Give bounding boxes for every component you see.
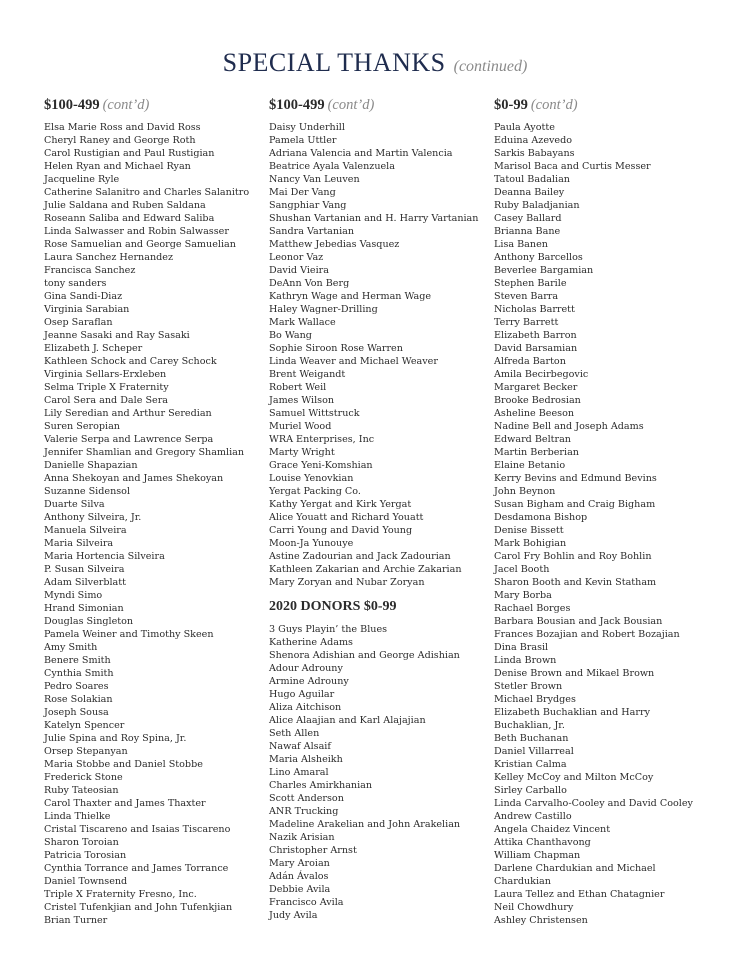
- donor-name: Elsa Marie Ross and David Ross: [44, 122, 201, 133]
- donor-name: Selma Triple X Fraternity: [44, 382, 169, 393]
- column-2: [269, 97, 494, 922]
- donor-name: Kathy Yergat and Kirk Yergat: [269, 499, 412, 510]
- donor-name: Adriana Valencia and Martin Valencia: [269, 148, 453, 159]
- donor-name: 3 Guys Playin’ the Blues: [269, 624, 388, 635]
- donor-name: Sangphiar Vang: [269, 200, 347, 211]
- donor-name: Francisco Avila: [269, 897, 344, 908]
- donor-name: Adam Silverblatt: [44, 577, 126, 588]
- donor-name: Elizabeth Barron: [494, 330, 577, 341]
- donor-list: [269, 623, 494, 922]
- donor-name: Linda Carvalho-Cooley and David Cooley: [494, 798, 693, 809]
- donor-name: Debbie Avila: [269, 884, 331, 895]
- donor-name: Denise Brown and Mikael Brown: [494, 668, 655, 679]
- donor-name: Sirley Carballo: [494, 785, 567, 796]
- section-heading: [269, 97, 494, 115]
- donor-name: Roseann Saliba and Edward Saliba: [44, 213, 215, 224]
- donor-name: Brian Turner: [44, 915, 108, 926]
- donor-name: Margaret Becker: [494, 382, 578, 393]
- donor-name: Lino Amaral: [269, 767, 329, 778]
- donor-name: Cheryl Raney and George Roth: [44, 135, 196, 146]
- donor-name: Sophie Siroon Rose Warren: [269, 343, 403, 354]
- donor-name: Leonor Vaz: [269, 252, 324, 263]
- donor-name: Edward Beltran: [494, 434, 571, 445]
- heading-note: (cont’d): [327, 97, 375, 113]
- donor-name: David Vieira: [269, 265, 329, 276]
- donor-name: Darlene Chardukian and Michael: [494, 863, 656, 874]
- donor-name: Anthony Silveira, Jr.: [44, 512, 142, 523]
- donor-name: Laura Sanchez Hernandez: [44, 252, 174, 263]
- donor-name: Cristal Tiscareno and Isaias Tiscareno: [44, 824, 231, 835]
- donor-name: Marty Wright: [269, 447, 335, 458]
- page-title: [0, 48, 750, 78]
- donor-name: Katelyn Spencer: [44, 720, 125, 731]
- donor-name: Shushan Vartanian and H. Harry Vartanian: [269, 213, 479, 224]
- column-1: [44, 97, 264, 927]
- donor-name: Seth Allen: [269, 728, 320, 739]
- donor-name: Chardukian: [494, 876, 551, 887]
- donor-name: Adour Adrouny: [269, 663, 343, 674]
- donor-name: Virginia Sarabian: [44, 304, 130, 315]
- donor-name: Catherine Salanitro and Charles Salanitro: [44, 187, 250, 198]
- donor-name: Anna Shekoyan and James Shekoyan: [44, 473, 224, 484]
- donor-name: Cynthia Smith: [44, 668, 114, 679]
- donor-name: Carri Young and David Young: [269, 525, 413, 536]
- donor-name: Frederick Stone: [44, 772, 123, 783]
- donor-name: Katherine Adams: [269, 637, 353, 648]
- donor-name: Duarte Silva: [44, 499, 105, 510]
- donor-name: P. Susan Silveira: [44, 564, 125, 575]
- donor-name: Barbara Bousian and Jack Bousian: [494, 616, 663, 627]
- donor-name: Sharon Toroian: [44, 837, 119, 848]
- donor-name: Nancy Van Leuven: [269, 174, 360, 185]
- donor-name: Triple X Fraternity Fresno, Inc.: [44, 889, 197, 900]
- donor-name: Sarkis Babayans: [494, 148, 575, 159]
- donor-name: Robert Weil: [269, 382, 327, 393]
- donor-name: Martin Berberian: [494, 447, 579, 458]
- donor-name: Virginia Sellars-Erxleben: [44, 369, 167, 380]
- donor-name: Mary Zoryan and Nubar Zoryan: [269, 577, 425, 588]
- donor-name: Myndi Simo: [44, 590, 103, 601]
- donor-name: Daniel Villarreal: [494, 746, 574, 757]
- donor-name: Desdamona Bishop: [494, 512, 588, 523]
- donor-name: Pedro Soares: [44, 681, 109, 692]
- donor-name: Jacel Booth: [494, 564, 550, 575]
- donor-name: Haley Wagner-Drilling: [269, 304, 378, 315]
- donor-name: Kathleen Zakarian and Archie Zakarian: [269, 564, 462, 575]
- donor-name: Alfreda Barton: [494, 356, 566, 367]
- donor-name: Helen Ryan and Michael Ryan: [44, 161, 191, 172]
- donor-name: Neil Chowdhury: [494, 902, 574, 913]
- donor-name: Alice Alaajian and Karl Alajajian: [269, 715, 426, 726]
- donor-name: Elizabeth Buchaklian and Harry: [494, 707, 650, 718]
- donor-name: Alice Youatt and Richard Youatt: [269, 512, 424, 523]
- donor-name: Brent Weigandt: [269, 369, 346, 380]
- donor-name: Elaine Betanio: [494, 460, 566, 471]
- donor-name: Jennifer Shamlian and Gregory Shamlian: [44, 447, 245, 458]
- donor-name: Danielle Shapazian: [44, 460, 138, 471]
- donor-name: Louise Yenovkian: [269, 473, 354, 484]
- donor-name: Suren Seropian: [44, 421, 120, 432]
- donor-name: Attika Chanthavong: [494, 837, 591, 848]
- donor-name: Nazik Arisian: [269, 832, 335, 843]
- heading-note: (cont’d): [102, 97, 150, 113]
- donor-list: [44, 121, 264, 927]
- donor-name: Mark Bohigian: [494, 538, 567, 549]
- donor-name: Benere Smith: [44, 655, 111, 666]
- section-heading: [44, 97, 264, 115]
- donor-name: Denise Bissett: [494, 525, 564, 536]
- donor-name: Sandra Vartanian: [269, 226, 355, 237]
- heading-note: (cont’d): [530, 97, 578, 113]
- donor-name: WRA Enterprises, Inc: [269, 434, 375, 445]
- donor-name: Rose Solakian: [44, 694, 113, 705]
- donor-name: Daniel Townsend: [44, 876, 128, 887]
- donor-name: tony sanders: [44, 278, 107, 289]
- donor-name: Daisy Underhill: [269, 122, 345, 133]
- donor-name: Maria Silveira: [44, 538, 114, 549]
- donor-name: Linda Thielke: [44, 811, 111, 822]
- donor-name: Samuel Wittstruck: [269, 408, 360, 419]
- donor-name: Mary Borba: [494, 590, 552, 601]
- donor-name: Mark Wallace: [269, 317, 336, 328]
- donor-name: Suzanne Sidensol: [44, 486, 131, 497]
- donor-name: Amy Smith: [44, 642, 98, 653]
- donor-name: Dina Brasil: [494, 642, 549, 653]
- donor-name: Maria Alsheikh: [269, 754, 343, 765]
- donor-name: Maria Hortencia Silveira: [44, 551, 165, 562]
- heading-amount: $100-499: [44, 97, 100, 113]
- donor-name: Julie Spina and Roy Spina, Jr.: [44, 733, 187, 744]
- donor-name: Osep Saraflan: [44, 317, 113, 328]
- donor-name: Douglas Singleton: [44, 616, 134, 627]
- donor-name: Paula Ayotte: [494, 122, 555, 133]
- donor-name: Tatoul Badalian: [494, 174, 570, 185]
- donor-name: Carol Sera and Dale Sera: [44, 395, 168, 406]
- donor-name: Adán Ávalos: [269, 871, 329, 882]
- donor-name: Kathryn Wage and Herman Wage: [269, 291, 432, 302]
- donor-name: DeAnn Von Berg: [269, 278, 350, 289]
- donor-list: [494, 121, 719, 927]
- donor-name: John Beynon: [494, 486, 556, 497]
- donor-name: Nicholas Barrett: [494, 304, 575, 315]
- donor-name: Carol Thaxter and James Thaxter: [44, 798, 206, 809]
- donor-name: Ruby Baladjanian: [494, 200, 580, 211]
- donor-name: Hugo Aguilar: [269, 689, 335, 700]
- donor-name: Kerry Bevins and Edmund Bevins: [494, 473, 657, 484]
- donor-name: Rose Samuelian and George Samuelian: [44, 239, 236, 250]
- donor-name: Steven Barra: [494, 291, 559, 302]
- donor-name: Madeline Arakelian and John Arakelian: [269, 819, 461, 830]
- donor-name: Valerie Serpa and Lawrence Serpa: [44, 434, 214, 445]
- donor-name: Bo Wang: [269, 330, 312, 341]
- donor-name: Cynthia Torrance and James Torrance: [44, 863, 229, 874]
- donor-name: Ruby Tateosian: [44, 785, 119, 796]
- donor-name: Nadine Bell and Joseph Adams: [494, 421, 644, 432]
- donor-name: Aliza Aitchison: [269, 702, 342, 713]
- donor-name: Astine Zadourian and Jack Zadourian: [269, 551, 451, 562]
- donor-name: Angela Chaidez Vincent: [494, 824, 611, 835]
- donor-name: Kristian Calma: [494, 759, 567, 770]
- donor-name: Carol Rustigian and Paul Rustigian: [44, 148, 215, 159]
- donor-name: Mary Aroian: [269, 858, 330, 869]
- donor-name: Anthony Barcellos: [494, 252, 583, 263]
- donor-name: Manuela Silveira: [44, 525, 127, 536]
- donor-name: Brooke Bedrosian: [494, 395, 581, 406]
- donor-name: Jeanne Sasaki and Ray Sasaki: [44, 330, 190, 341]
- heading-amount: $0-99: [494, 97, 528, 113]
- donor-name: Laura Tellez and Ethan Chatagnier: [494, 889, 665, 900]
- donor-name: Frances Bozajian and Robert Bozajian: [494, 629, 680, 640]
- donor-name: Lily Seredian and Arthur Seredian: [44, 408, 212, 419]
- donor-name: Terry Barrett: [494, 317, 559, 328]
- donor-name: Grace Yeni-Komshian: [269, 460, 373, 471]
- donor-name: Jacqueline Ryle: [44, 174, 120, 185]
- donor-name: Andrew Castillo: [494, 811, 572, 822]
- donor-name: Mai Der Vang: [269, 187, 336, 198]
- donor-name: Casey Ballard: [494, 213, 562, 224]
- donor-name: David Barsamian: [494, 343, 578, 354]
- donor-name: Christopher Arnst: [269, 845, 357, 856]
- donor-name: Francisca Sanchez: [44, 265, 136, 276]
- donor-name: Charles Amirkhanian: [269, 780, 373, 791]
- donor-name: Carol Fry Bohlin and Roy Bohlin: [494, 551, 652, 562]
- title-main: SPECIAL THANKS: [222, 48, 446, 77]
- donor-name: Kathleen Schock and Carey Schock: [44, 356, 217, 367]
- column-3: [494, 97, 719, 927]
- donor-name: Linda Brown: [494, 655, 557, 666]
- donor-name: Beverlee Bargamian: [494, 265, 594, 276]
- donor-name: Ashley Christensen: [494, 915, 588, 926]
- donor-name: Marisol Baca and Curtis Messer: [494, 161, 651, 172]
- section-heading-2020-donors: 2020 DONORS $0-99: [269, 599, 397, 614]
- donor-name: Brianna Bane: [494, 226, 561, 237]
- donor-name: Pamela Weiner and Timothy Skeen: [44, 629, 214, 640]
- donor-name: Elizabeth J. Scheper: [44, 343, 143, 354]
- donor-name: Rachael Borges: [494, 603, 571, 614]
- donor-name: Beth Buchanan: [494, 733, 569, 744]
- donor-name: Michael Brydges: [494, 694, 576, 705]
- donor-name: Beatrice Ayala Valenzuela: [269, 161, 395, 172]
- donor-name: Joseph Sousa: [44, 707, 109, 718]
- donor-name: Stetler Brown: [494, 681, 563, 692]
- donor-name: Eduina Azevedo: [494, 135, 573, 146]
- donor-name: Armine Adrouny: [269, 676, 349, 687]
- donor-name: Amila Becirbegovic: [494, 369, 589, 380]
- donor-name: Gina Sandi-Diaz: [44, 291, 123, 302]
- donor-name: Kelley McCoy and Milton McCoy: [494, 772, 654, 783]
- donor-name: Judy Avila: [269, 910, 318, 921]
- donor-name: Matthew Jebedias Vasquez: [269, 239, 400, 250]
- donor-name: Hrand Simonian: [44, 603, 124, 614]
- donor-name: Nawaf Alsaif: [269, 741, 331, 752]
- donor-name: Linda Salwasser and Robin Salwasser: [44, 226, 229, 237]
- donor-name: Yergat Packing Co.: [269, 486, 361, 497]
- donor-name: Lisa Banen: [494, 239, 548, 250]
- donor-name: Orsep Stepanyan: [44, 746, 128, 757]
- donor-name: Cristel Tufenkjian and John Tufenkjian: [44, 902, 233, 913]
- donor-name: Patricia Torosian: [44, 850, 127, 861]
- donor-name: Asheline Beeson: [494, 408, 575, 419]
- donor-name: Susan Bigham and Craig Bigham: [494, 499, 656, 510]
- donor-name: Maria Stobbe and Daniel Stobbe: [44, 759, 203, 770]
- donor-name: James Wilson: [269, 395, 335, 406]
- donor-name: Pamela Uttler: [269, 135, 337, 146]
- heading-amount: $100-499: [269, 97, 325, 113]
- donor-name: Deanna Bailey: [494, 187, 565, 198]
- donor-name: Muriel Wood: [269, 421, 332, 432]
- title-subtitle: (continued): [453, 58, 528, 75]
- donor-name: Shenora Adishian and George Adishian: [269, 650, 460, 661]
- donor-name: Julie Saldana and Ruben Saldana: [44, 200, 206, 211]
- donor-name: ANR Trucking: [269, 806, 339, 817]
- donor-name: Moon-Ja Yunouye: [269, 538, 354, 549]
- donor-list: [269, 121, 494, 589]
- donor-name: Sharon Booth and Kevin Statham: [494, 577, 657, 588]
- donor-name: Buchaklian, Jr.: [494, 720, 565, 731]
- section-heading: [494, 97, 719, 115]
- donor-name: William Chapman: [494, 850, 581, 861]
- donor-name: Stephen Barile: [494, 278, 567, 289]
- donor-name: Scott Anderson: [269, 793, 344, 804]
- donor-name: Linda Weaver and Michael Weaver: [269, 356, 438, 367]
